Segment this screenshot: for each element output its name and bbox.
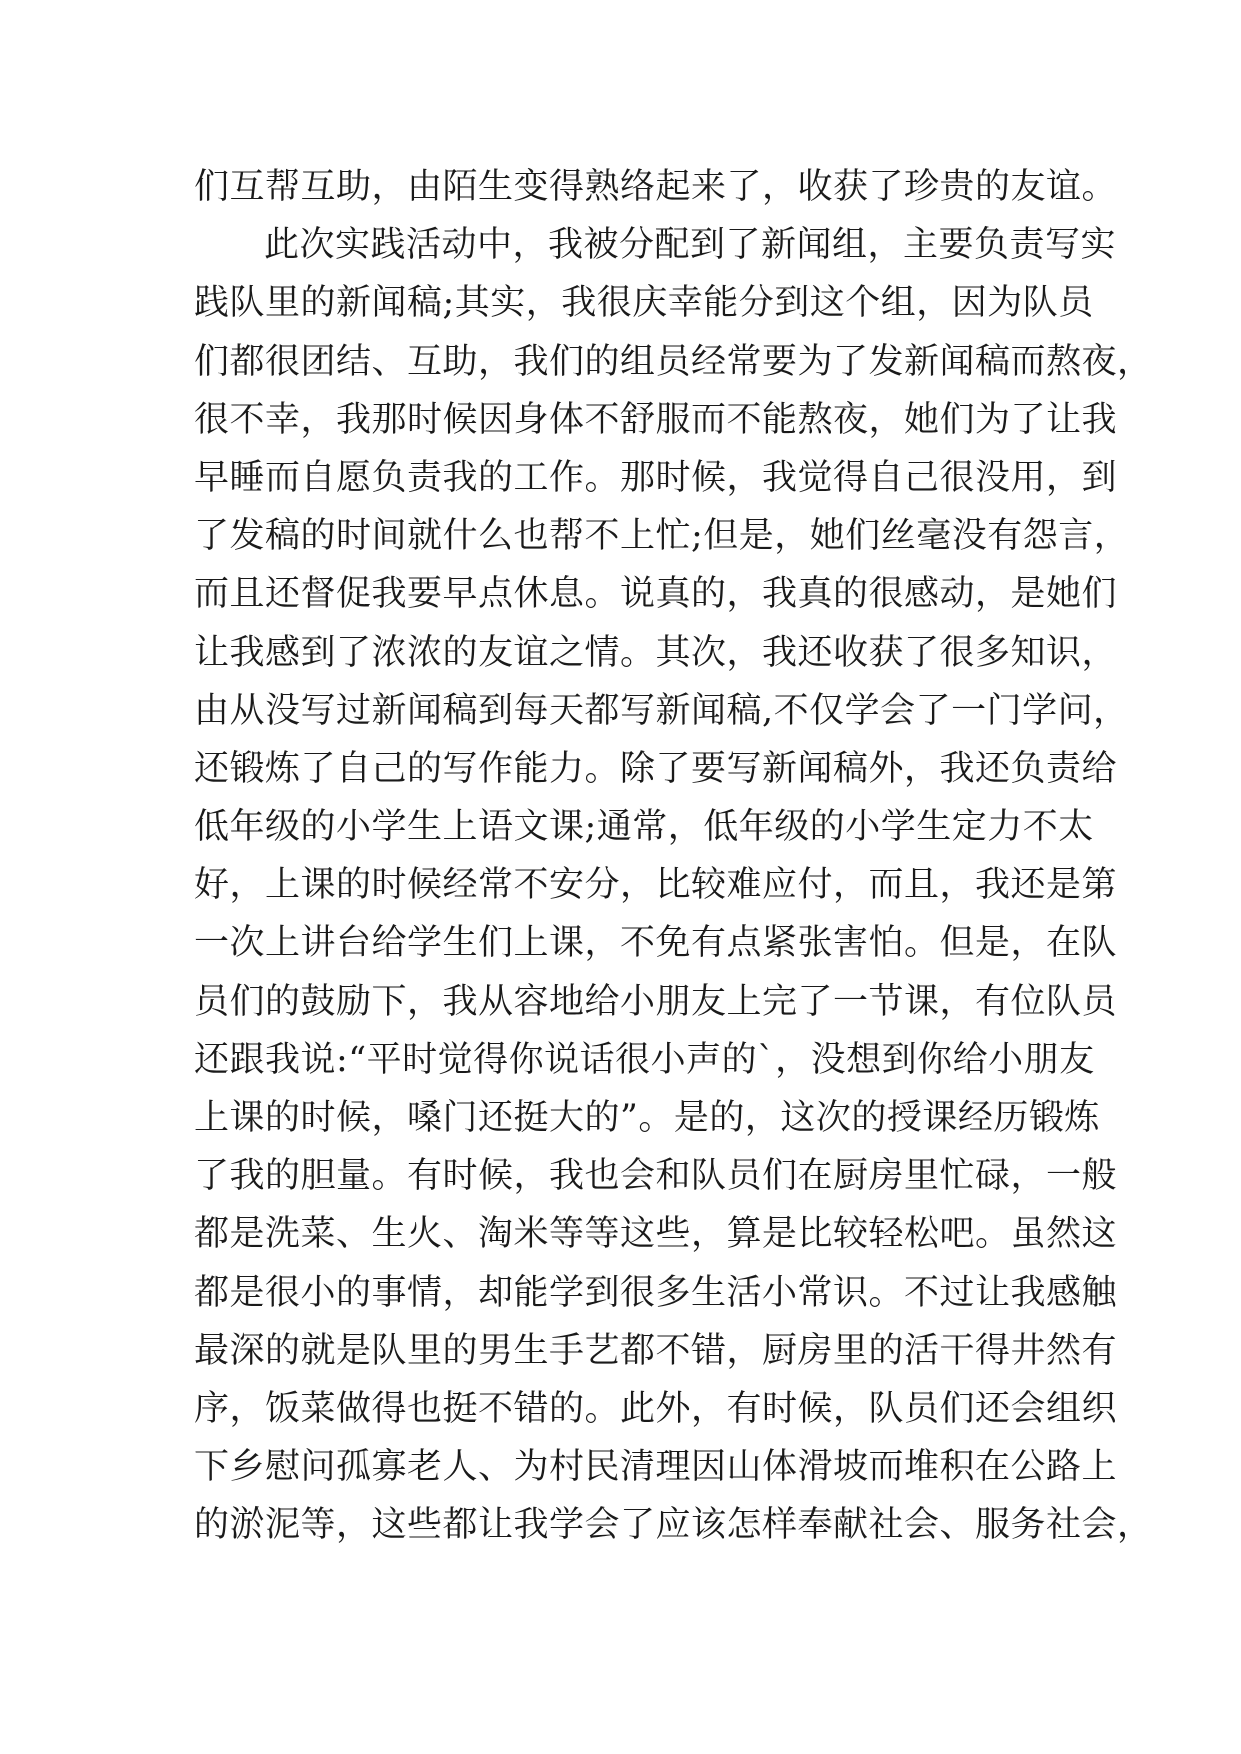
- text-line: 序，饭菜做得也挺不错的。此外，有时候，队员们还会组织: [194, 1388, 1118, 1429]
- text-line: 而且还督促我要早点休息。说真的，我真的很感动，是她们: [194, 574, 1118, 615]
- text-line: 了我的胆量。有时候，我也会和队员们在厨房里忙碌，一般: [194, 1156, 1118, 1197]
- text-line: 都是洗菜、生火、淘米等等这些，算是比较轻松吧。虽然这: [194, 1214, 1118, 1255]
- text-line: 早睡而自愿负责我的工作。那时候，我觉得自己很没用，到: [194, 457, 1118, 498]
- text-line: 由从没写过新闻稿到每天都写新闻稿,不仅学会了一门学问，: [194, 690, 1129, 731]
- text-line: 低年级的小学生上语文课;通常，低年级的小学生定力不太: [194, 807, 1094, 848]
- text-line: 员们的鼓励下，我从容地给小朋友上完了一节课，有位队员: [194, 981, 1118, 1022]
- text-line: 了发稿的时间就什么也帮不上忙;但是，她们丝毫没有怨言，: [194, 516, 1130, 557]
- text-line: 都是很小的事情，却能学到很多生活小常识。不过让我感触: [194, 1272, 1118, 1313]
- text-line: 还跟我说:“平时觉得你说话很小声的`，没想到你给小朋友: [194, 1039, 1095, 1080]
- text-line: 还锻炼了自己的写作能力。除了要写新闻稿外，我还负责给: [194, 748, 1118, 789]
- text-line: 上课的时候，嗓门还挺大的”。是的，这次的授课经历锻炼: [194, 1098, 1100, 1138]
- text-line: 此次实践活动中，我被分配到了新闻组，主要负责写实: [264, 225, 1117, 266]
- body-text: [194, 158, 1153, 1555]
- text-line: 们互帮互助，由陌生变得熟络起来了，收获了珍贵的友谊。: [194, 167, 1118, 207]
- text-line: 们都很团结、互助，我们的组员经常要为了发新闻稿而熬夜，: [194, 341, 1153, 382]
- text-line: 最深的就是队里的男生手艺都不错，厨房里的活干得井然有: [194, 1330, 1118, 1371]
- text-line: 很不幸，我那时候因身体不舒服而不能熬夜，她们为了让我: [194, 399, 1118, 440]
- text-line: 让我感到了浓浓的友谊之情。其次，我还收获了很多知识，: [194, 632, 1118, 673]
- text-line: 一次上讲台给学生们上课，不免有点紧张害怕。但是，在队: [194, 923, 1118, 964]
- text-line: 的淤泥等，这些都让我学会了应该怎样奉献社会、服务社会，: [194, 1505, 1153, 1546]
- text-line: 好，上课的时候经常不安分，比较难应付，而且，我还是第: [194, 865, 1118, 906]
- text-line: 践队里的新闻稿;其实，我很庆幸能分到这个组，因为队员: [194, 283, 1094, 324]
- text-line: 下乡慰问孤寡老人、为村民清理因山体滑坡而堆积在公路上: [194, 1447, 1118, 1488]
